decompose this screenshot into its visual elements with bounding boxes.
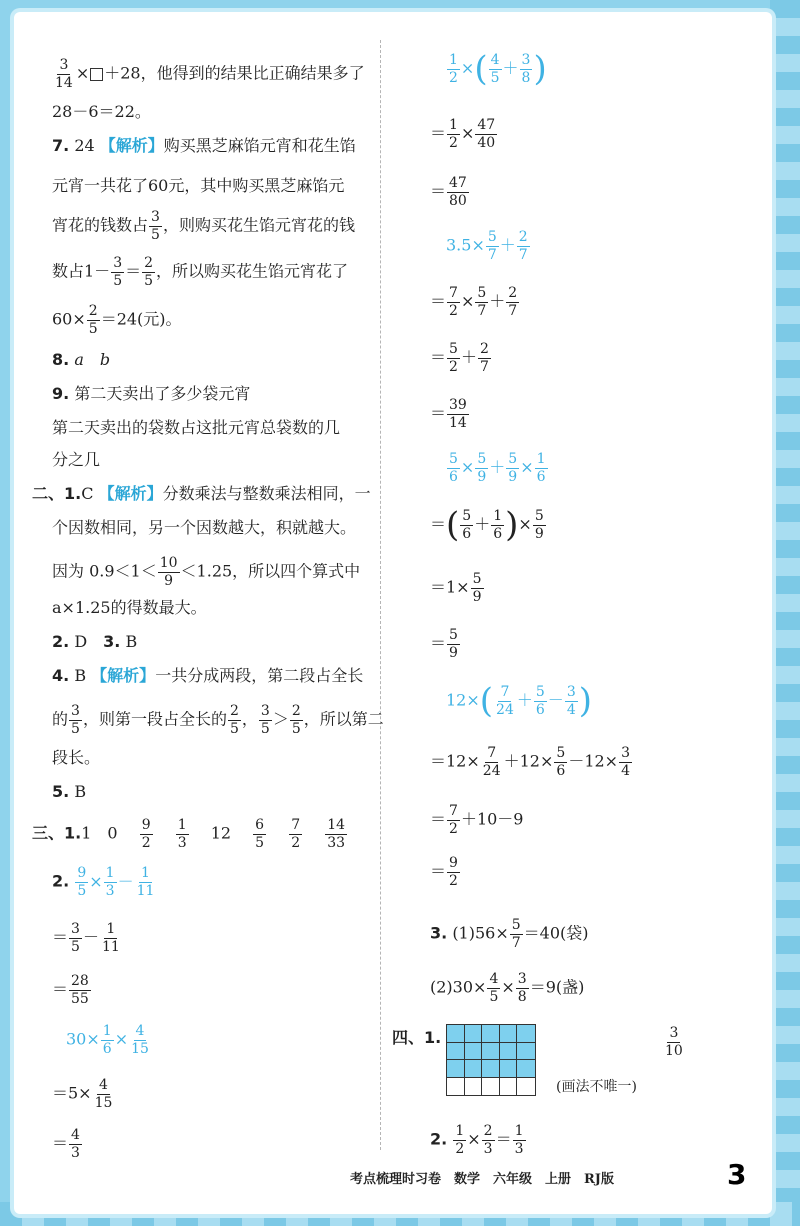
q7-line3: 宵花的钱数占 $\frac{3}{5}$ ，则购买花生馅元宵花的钱: [52, 209, 355, 243]
s2-q1-line2: 个因数相同，另一个因数越大，积就越大。: [52, 518, 357, 537]
page-number: 3: [727, 1158, 747, 1191]
grid-cell: [482, 1060, 500, 1078]
grid-cell: [517, 1043, 535, 1061]
r-expr1-step2: ＝ $\frac{47}{80}$: [430, 175, 467, 209]
grid-cell: [500, 1060, 518, 1078]
q9-line2: 第二天卖出的袋数占这批元宵总袋数的几: [52, 418, 341, 437]
grid-cell: [500, 1025, 518, 1043]
s2-q5: 5. B: [52, 782, 87, 801]
line-28-6: 28－6＝22。: [52, 102, 151, 121]
line-continuation: $\frac{3}{14}$ × ＋28，他得到的结果比正确结果多了: [55, 57, 365, 91]
grid-cell: [465, 1060, 483, 1078]
r-expr4-step2: ＝ $\frac{7}{2}$ ＋10－9: [430, 803, 524, 837]
q7-line5: 60× $\frac{2}{5}$ ＝24(元)。: [52, 303, 182, 337]
s3-q2-step2: ＝ $\frac{28}{55}$: [52, 973, 89, 1007]
q7-line1: 7. 24 【解析】购买黑芝麻馅元宵和花生馅: [52, 136, 356, 155]
grid-cell: [447, 1060, 465, 1078]
r-expr2-step3: ＝ $\frac{39}{14}$: [430, 397, 467, 431]
footer-title: 考点梳理时习卷 数学 六年级 上册 RJ版: [350, 1172, 614, 1187]
grid-cell: [500, 1043, 518, 1061]
s4-label: 四、1.: [392, 1028, 442, 1047]
grid-cell: [465, 1078, 483, 1096]
q7-line4: 数占1－ $\frac{3}{5}$ ＝ $\frac{2}{5}$ ，所以购买花生馅元宵花了: [52, 255, 349, 289]
s3-q2b-step1: ＝5× $\frac{4}{15}$: [52, 1077, 113, 1111]
s2-q1-line4: a×1.25的得数最大。: [52, 598, 207, 617]
grid-cell: [482, 1078, 500, 1096]
r-expr3-step1: ＝( $\frac{5}{6}$ ＋ $\frac{1}{6}$ )× $\frac{5}{9}$: [430, 505, 544, 545]
column-divider: [380, 40, 381, 1150]
s3-q2b-step2: ＝ $\frac{4}{3}$: [52, 1127, 80, 1161]
r-expr4: 12×( $\frac{7}{24}$ ＋ $\frac{5}{6}$ － $\frac{3}{4}$ ): [446, 681, 592, 721]
s3-q2-expr: 2. $\frac{9}{5}$ × $\frac{1}{3}$ － $\frac{1}{11}$: [52, 865, 155, 899]
r-expr2-step2: ＝ $\frac{5}{2}$ ＋ $\frac{2}{7}$: [430, 341, 489, 375]
q9-line1: 9. 第二天卖出了多少袋元宵: [52, 384, 251, 403]
s4-q2: 2. $\frac{1}{2}$ × $\frac{2}{3}$ ＝ $\frac{1}{3}$: [430, 1123, 524, 1157]
s2-q4-line3: 段长。: [52, 748, 101, 767]
s4-note: (画法不唯一): [556, 1079, 637, 1095]
s2-q2-q3: 2. D 3. B: [52, 632, 138, 651]
s2-q4-line1: 4. B 【解析】一共分成两段，第二段占全长: [52, 666, 364, 685]
r-expr4-step1: ＝12× $\frac{7}{24}$ ＋12× $\frac{5}{6}$ －12× $\frac{3}{4}$: [430, 745, 631, 779]
grid-cell: [500, 1078, 518, 1096]
s2-q1-line3: 因为 0.9＜1＜ $\frac{10}{9}$ ＜1.25，所以四个算式中: [52, 555, 361, 589]
r-expr2-step1: ＝ $\frac{7}{2}$ × $\frac{5}{7}$ ＋ $\frac{2}{7}$: [430, 285, 518, 319]
right-wave-border: [770, 0, 800, 1226]
q7-line2: 元宵一共花了60元，其中购买黑芝麻馅元: [52, 176, 345, 195]
s3-q2-step1: ＝ $\frac{3}{5}$ － $\frac{1}{11}$: [52, 921, 120, 955]
r-expr1-step1: ＝ $\frac{1}{2}$ × $\frac{47}{40}$: [430, 117, 496, 151]
s2-q4-line2: 的 $\frac{3}{5}$ ，则第一段占全长的 $\frac{2}{5}$ ， $\frac{3}{5}$ ＞ $\frac{2}{5}$ ，所以第二: [52, 703, 384, 737]
r-expr3: $\frac{5}{6}$ × $\frac{5}{9}$ ＋ $\frac{5}{9}$ × $\frac{1}{6}$: [449, 451, 546, 485]
grid-cell: [482, 1025, 500, 1043]
s4-answer-fraction: $\frac{3}{10}$: [665, 1025, 683, 1059]
q3-part1: 3. (1)56× $\frac{5}{7}$ ＝40(袋): [430, 917, 589, 951]
r-expr3-step3: ＝ $\frac{5}{9}$: [430, 627, 458, 661]
s3-q1-answers: 三、1.1 0 $\frac{9}{2}$ $\frac{1}{3}$ 12 $\frac{6}{5}$ $\frac{7}{2}$ $\frac{14}{33}$: [32, 817, 346, 851]
grid-cell: [447, 1078, 465, 1096]
q9-line3: 分之几: [52, 450, 101, 469]
grid-cell: [465, 1025, 483, 1043]
s2-q1-line1: 二、1.C 【解析】分数乘法与整数乘法相同，一: [32, 484, 371, 503]
r-expr4-step3: ＝ $\frac{9}{2}$: [430, 855, 458, 889]
grid-cell: [447, 1043, 465, 1061]
s3-q2b-expr: 30× $\frac{1}{6}$ × $\frac{4}{15}$: [66, 1023, 149, 1057]
blank-box: [90, 68, 103, 81]
grid-cell: [517, 1078, 535, 1096]
r-expr3-step2: ＝1× $\frac{5}{9}$: [430, 571, 482, 605]
shaded-grid: [446, 1024, 536, 1096]
grid-cell: [517, 1025, 535, 1043]
grid-cell: [447, 1025, 465, 1043]
grid-cell: [482, 1043, 500, 1061]
r-expr1: $\frac{1}{2}$ ×( $\frac{4}{5}$ ＋ $\frac{3}{8}$ ): [449, 49, 547, 89]
r-expr2: 3.5× $\frac{5}{7}$ ＋ $\frac{2}{7}$: [446, 229, 528, 263]
grid-cell: [465, 1043, 483, 1061]
grid-cell: [517, 1060, 535, 1078]
q3-part2: (2)30× $\frac{4}{5}$ × $\frac{3}{8}$ ＝9(盏): [430, 971, 585, 1005]
q8-line: 8. a b: [52, 350, 111, 369]
